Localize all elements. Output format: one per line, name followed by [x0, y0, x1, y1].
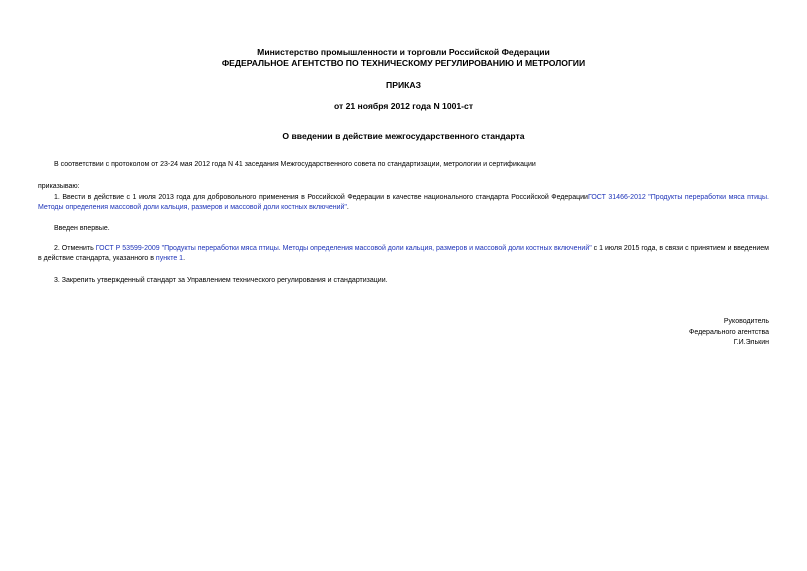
preamble-paragraph: В соответствии с протоколом от 23-24 мая 2012 года N 41 заседания Межгосударственного совета по стандартизации, метрологии и сертификации — [54, 161, 536, 168]
item-2-paragraph — [38, 244, 769, 263]
item-2-text: 2. Отменить — [54, 245, 96, 252]
order-word: приказываю: — [38, 183, 80, 190]
agency-title: ФЕДЕРАЛЬНОЕ АГЕНТСТВО ПО ТЕХНИЧЕСКОМУ РЕГУЛИРОВАНИЮ И МЕТРОЛОГИИ — [221, 58, 586, 68]
item-1-end: . — [346, 203, 349, 211]
ministry-title: Министерство промышленности и торговли Российской Федерации — [257, 47, 550, 57]
document-type: ПРИКАЗ — [386, 80, 421, 90]
gost-31466-title-link[interactable]: "Продукты переработки мяса птицы. Методы определения массовой доли кальция, размеров и массовой доли костных включений" — [38, 194, 769, 211]
signature-name: Г.И.Элькин — [733, 339, 769, 346]
gost-31466-link[interactable]: ГОСТ 31466-2012 — [587, 194, 646, 201]
item-2-middle: с 1 июля 2015 года, в связи с принятием и введением в действие стандарта, указанного в — [38, 245, 769, 262]
item-3-paragraph: 3. Закрепить утвержденный стандарт за Управлением технического регулирования и стандартизации. — [54, 277, 388, 284]
introduced-first-note: Введен впервые. — [54, 225, 110, 232]
signature-title: Руководитель — [723, 318, 769, 325]
gost-r-53599-link[interactable]: ГОСТ Р 53599-2009 — [95, 245, 160, 252]
signature-agency: Федерального агентства — [689, 329, 769, 336]
document-date-number: от 21 ноября 2012 года N 1001-ст — [333, 101, 474, 111]
item-2-end: . — [183, 254, 186, 262]
document-subject: О введении в действие межгосударственного стандарта — [282, 131, 525, 141]
gost-r-53599-title-link[interactable]: "Продукты переработки мяса птицы. Методы определения массовой доли кальция, размеров и массовой доли костных включений" — [161, 245, 592, 252]
item-1-paragraph — [38, 193, 769, 212]
item-1-text: 1. Ввести в действие с 1 июля 2013 года для добровольного применения в Российской Федерации в качестве национального стандарта Российской Федерации — [54, 194, 588, 201]
clause-1-link[interactable]: пункте 1 — [155, 254, 184, 262]
